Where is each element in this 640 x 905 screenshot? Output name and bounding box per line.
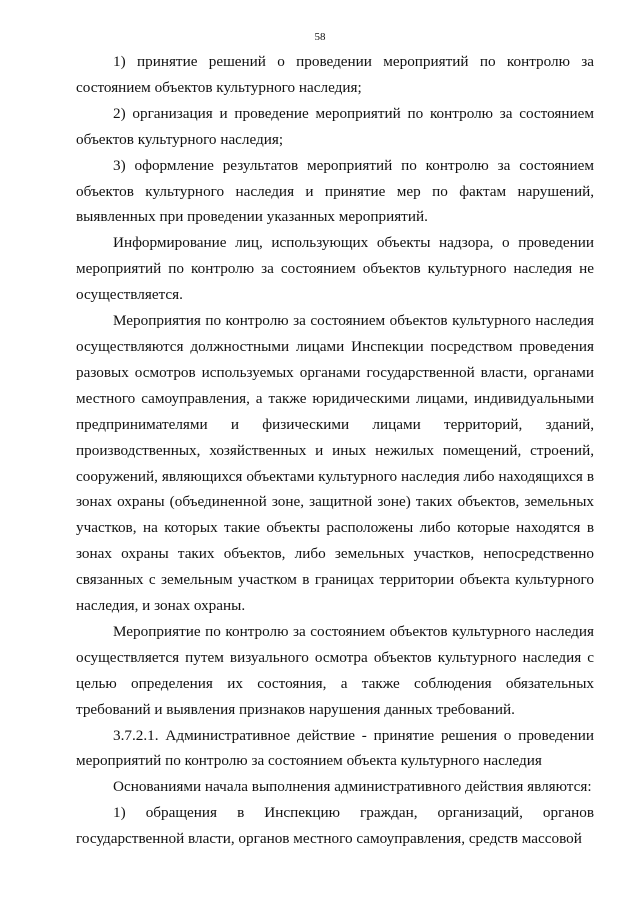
paragraph-administrative-action: 3.7.2.1. Административное действие - принятие решения о проведении мероприятий по контролю за состоянием объекта культурного наследия <box>76 726 594 770</box>
paragraph-decision-making: 1) принятие решений о проведении мероприятий по контролю за состоянием объектов культурного наследия; <box>76 53 594 96</box>
page-number: 58 <box>314 31 326 43</box>
paragraph-appeals: 1) обращения в Инспекцию граждан, организаций, органов государственной власти, органов местного самоуправления, средств массовой <box>76 804 594 848</box>
document-body <box>76 49 594 852</box>
paragraph-results-documentation: 3) оформление результатов мероприятий по контролю за состоянием объектов культурного наследия и принятие мер по фактам нарушений, выявленных при проведении указанных мероприятий. <box>76 156 594 226</box>
paragraph-organization-conduct: 2) организация и проведение мероприятий по контролю за состоянием объектов культурного наследия; <box>76 104 594 148</box>
paragraph-control-measures: Мероприятия по контролю за состоянием объектов культурного наследия осуществляются должностными лицами Инспекции посредством проведения разовых осмотров используемых органами государственной власти, органами местного самоуправления, а также юридическими лицами, индивидуальными предпринимателями и физическими лицами территорий, зданий, производственных, хозяйственных и иных нежилых помещений, строений, сооружений, являющихся объектами культурного наследия либо находящихся в зонах охраны (объединенной зоне, защитной зоне) таких объектов, земельных участков, на которых такие объекты расположены либо которые находятся в зонах охраны таких объектов, либо земельных участков, непосредственно связанных с земельным участком в границах территории объекта культурного наследия, и зонах охраны. <box>76 312 594 615</box>
paragraph-informing-persons: Информирование лиц, использующих объекты надзора, о проведении мероприятий по контролю за состоянием объектов культурного наследия не осуществляется. <box>76 234 594 304</box>
paragraph-visual-inspection: Мероприятие по контролю за состоянием объектов культурного наследия осуществляется путем визуального осмотра объектов культурного наследия с целью определения их состояния, а также соблюдения обязательных требований и выявления признаков нарушения данных требований. <box>76 622 594 718</box>
paragraph-grounds: Основаниями начала выполнения административного действия являются: <box>113 778 592 796</box>
